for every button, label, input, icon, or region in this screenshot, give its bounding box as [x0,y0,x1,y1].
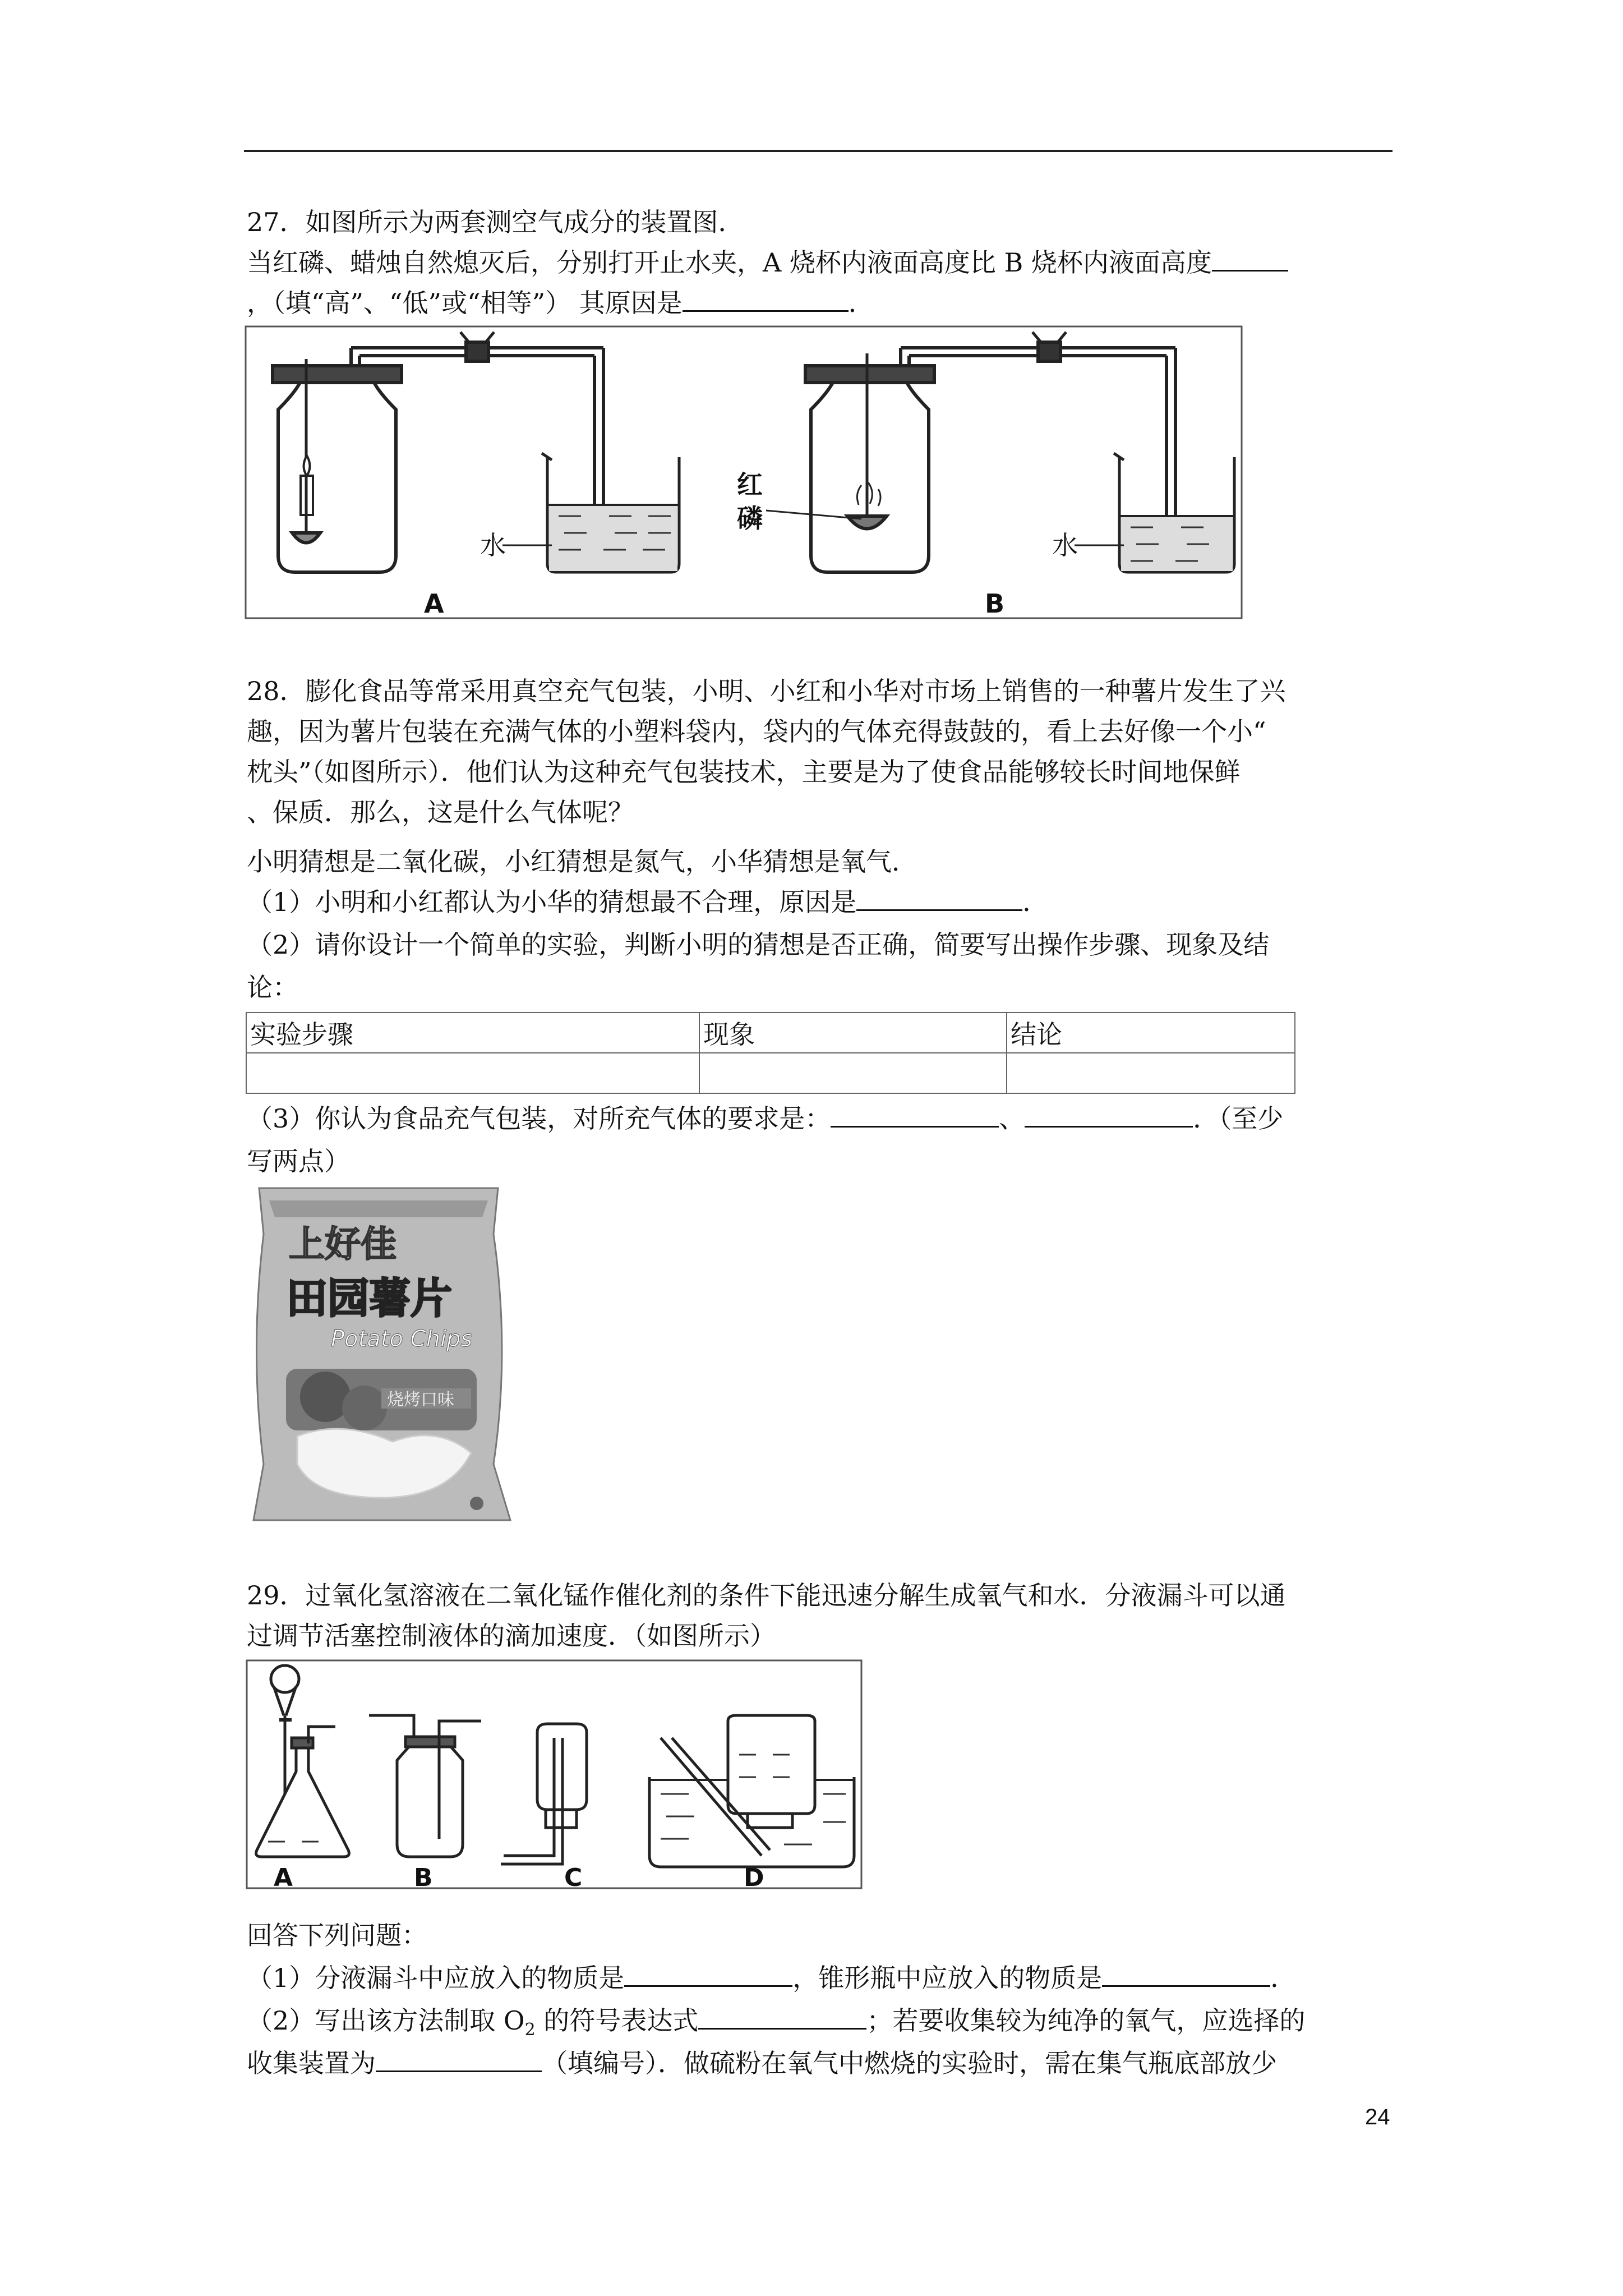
q29-apparatus-figure [246,1659,863,1889]
q29-line1: 29．过氧化氢溶液在二氧化锰作催化剂的条件下能迅速分解生成氧气和水．分液漏斗可以通 [247,1580,1286,1611]
q29-line3: 回答下列问题： [247,1920,427,1950]
q28-line3: 枕头”（如图所示）．他们认为这种充气包装技术，主要是为了使食品能够较长时间地保鲜 [247,757,1241,787]
q27-text-line2: 当红磷、蜡烛自然熄灭后，分别打开止水夹，A 烧杯内液面高度比 B 烧杯内液面高度 [247,245,1288,280]
table-cell-phenomenon[interactable] [699,1053,1007,1093]
table-header-steps: 实验步骤 [246,1013,699,1053]
q27-text-line3: ，（填“高”、“低”或“相等”） 其原因是 ． [247,288,874,318]
bag-product-name: 田园薯片 [286,1274,452,1323]
water-label-a: 水 [480,530,506,560]
q29-part1: （1）分液漏斗中应放入的物质是 ，锥形瓶中应放入的物质是 ． [247,1963,1297,1993]
bag-subtitle: Potato Chips [331,1326,473,1352]
q29-part2-line2: 收集装置为 （填编号）．做硫粉在氧气中燃烧的实验时，需在集气瓶底部放少 [247,2048,1277,2078]
q28-part3: （3）你认为食品充气包装，对所充气体的要求是： 、 ．（至少 [247,1103,1284,1134]
table-cell-steps[interactable] [246,1053,699,1093]
q27-apparatus-figure [245,325,1243,619]
header-rule [244,150,1393,152]
q28-part2-line2: 论： [247,972,298,1002]
q28-blank-3[interactable] [1025,1103,1193,1128]
q29-part2: （2）写出该方法制取 $O_2$ 的符号表达式 ；若要收集较为纯净的氧气，应选择的 [247,2005,1306,2040]
water-label-b: 水 [1052,530,1078,560]
q28-line5: 小明猜想是二氧化碳，小红猜想是氮气，小华猜想是氧气． [247,846,917,877]
table-cell-conclusion[interactable] [1007,1053,1295,1093]
q27-blank-2[interactable] [683,288,849,312]
fig-label-c: C [564,1864,583,1889]
fig-label-a: A [274,1864,293,1889]
bag-flavor: 烧烤口味 [387,1390,454,1410]
q28-line2: 趣，因为薯片包装在充满气体的小塑料袋内，袋内的气体充得鼓鼓的，看上去好像一个小“ [247,716,1266,747]
fig-label-b: B [414,1864,433,1889]
experiment-table [246,1012,1295,1094]
q28-blank-1[interactable] [856,887,1022,911]
phosphorus-label-1: 红 [737,470,763,500]
page-number: 24 [1365,2105,1390,2129]
bag-brand: 上好佳 [289,1224,396,1266]
q29-blank-2[interactable] [1102,1963,1270,1987]
q29-blank-3[interactable] [698,2005,866,2030]
q29-blank-1[interactable] [624,1963,792,1987]
chips-bag-image [247,1184,516,1528]
table-header-conclusion: 结论 [1007,1013,1295,1053]
label-b: B [985,588,1005,619]
q28-part3-line2: 写两点） [247,1146,350,1176]
phosphorus-label-2: 磷 [737,503,763,533]
label-a: A [424,588,444,619]
q27-title: 27．如图所示为两套测空气成分的装置图． [247,207,744,237]
q28-line1: 28．膨化食品等常采用真空充气包装，小明、小红和小华对市场上销售的一种薯片发生了兴 [247,676,1286,706]
q28-line4: 、保质．那么，这是什么气体呢？ [247,797,634,827]
q28-part1: （1）小明和小红都认为小华的猜想最不合理，原因是 ． [247,887,1049,917]
q29-line2: 过调节活塞控制液体的滴加速度．（如图所示） [247,1621,776,1651]
fig-label-d: D [744,1864,764,1889]
q28-blank-2[interactable] [831,1103,999,1128]
q29-blank-4[interactable] [376,2048,542,2072]
table-header-phenomenon: 现象 [699,1013,1007,1053]
q28-part2-line1: （2）请你设计一个简单的实验，判断小明的猜想是否正确，简要写出操作步骤、现象及结 [247,930,1270,960]
q27-blank-1[interactable] [1212,247,1288,272]
